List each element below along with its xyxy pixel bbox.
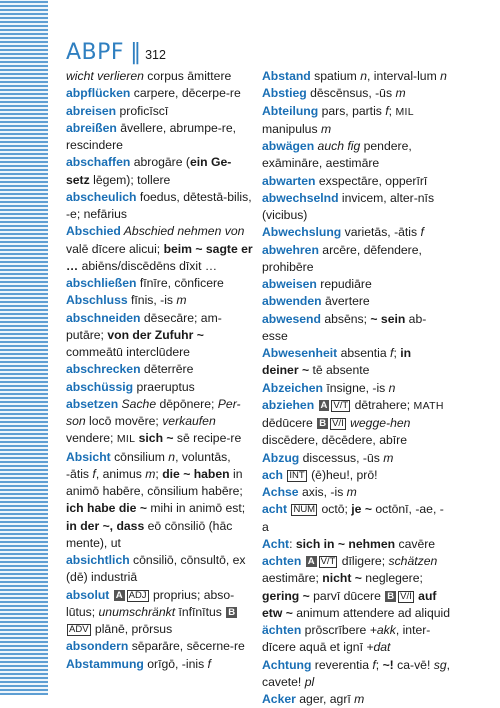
- headword: Abwechslung: [262, 225, 342, 240]
- entry-absolut: absolut A ADJ proprius; abso-lūtus; unumschränkt īnfīnītus BADV plānē, prōrsus: [66, 587, 236, 636]
- entry-abpfluecken: abpflücken carpere, dēcerpe-re: [66, 86, 241, 101]
- entry-abschneiden: abschneiden dēsecāre; am-putāre; von der Zufuhr ~ commeātū interclūdere: [66, 310, 222, 359]
- headword: abwechselnd: [262, 190, 339, 205]
- entry-ach: ach INT (ē)heu!, prō!: [262, 467, 378, 482]
- entry-aechten: ächten prōscrībere +akk, inter-dīcere aquā et ignī +dat: [262, 623, 431, 655]
- pos-tag: V/I: [332, 418, 344, 429]
- headword: Abteilung: [262, 103, 319, 118]
- headword: Achtung: [262, 657, 312, 672]
- entry-achse: Achse axis, -is m: [262, 485, 357, 499]
- entry-absichtlich: absichtlich cōnsiliō, cōnsultō, ex (dē) industriā: [66, 553, 246, 585]
- entry-abwesenheit: Abwesenheit absentia f; in deiner ~ tē absente: [262, 346, 412, 378]
- headword: Acker: [262, 692, 296, 706]
- headword: absondern: [66, 639, 129, 654]
- entry-abschluss: Abschluss fīnis, -is m: [66, 293, 187, 308]
- headword: abweisen: [262, 277, 317, 291]
- left-column: [66, 68, 254, 673]
- sense-marker-a: A: [320, 399, 328, 411]
- entry-abzeichen: Abzeichen īnsigne, -is n: [262, 380, 396, 395]
- headword: absolut: [66, 587, 110, 602]
- entry-continuation: wicht verlieren corpus āmittere: [66, 69, 232, 83]
- pos-tag: INT: [289, 469, 305, 481]
- entry-abwaegen: abwägen auch fig pendere, exāmināre, aestimāre: [262, 139, 412, 171]
- entry-abschied: Abschied Abschied nehmen von valē dīcere alicui; beim ~ sagte er … abiēns/discēdēns dīxit …: [66, 224, 253, 273]
- headword: abziehen: [262, 397, 315, 412]
- headword: Abzeichen: [262, 380, 323, 395]
- headword: ächten: [262, 623, 302, 637]
- entry-absicht: Absicht cōnsilium n, voluntās, -ātis f, animus m; die ~ haben in animō habēre, cōnsilium habēre; ich habe die ~ mihi in animō est; in der ~, dass eō cōnsiliō (hāc mente), ut: [66, 449, 246, 550]
- headword: abscheulich: [66, 189, 137, 204]
- headword: Absicht: [66, 449, 111, 464]
- headword: Achse: [262, 485, 299, 499]
- sense-marker-b: B: [387, 590, 395, 602]
- headword: absetzen: [66, 396, 119, 411]
- entry-abwechslung: Abwechslung varietās, -ātis f: [262, 225, 424, 240]
- headword: abwenden: [262, 294, 322, 309]
- entry-abschliessen: abschließen fīnīre, cōnficere: [66, 276, 224, 290]
- entry-acker: Acker ager, agrī m: [262, 692, 365, 706]
- entry-abzug: Abzug discessus, -ūs m: [262, 450, 394, 465]
- entry-acht-noun: Acht: sich in ~ nehmen cavēre: [262, 536, 436, 551]
- page-number: 312: [145, 48, 166, 62]
- headword: Abstieg: [262, 86, 307, 101]
- entry-abwenden: abwenden āvertere: [262, 294, 370, 309]
- right-column: [262, 68, 450, 708]
- pos-tag: NUM: [293, 504, 316, 516]
- entry-abstand: Abstand spatium n, interval-lum n: [262, 69, 447, 83]
- entry-absetzen: absetzen Sache dēpōnere; Per-son locō movēre; verkaufen vendere; MIL sich ~ sē recipe-re: [66, 396, 242, 446]
- headword: abwägen: [262, 139, 315, 153]
- sense-marker-b: B: [319, 418, 327, 429]
- entry-abziehen: abziehen A V/T dētrahere; MATH dēdūcere B V/I wegge-hen discēdere, dēcēdere, abīre: [262, 397, 444, 448]
- headword: absichtlich: [66, 553, 130, 567]
- pos-tag: V/I: [400, 590, 412, 602]
- entry-achten: achten A V/T dīligere; schätzen aestimāre; nicht ~ neglegere; gering ~ parvī dūcere B V/I auf etw ~ animum attendere ad aliquid: [262, 554, 451, 620]
- entry-abreissen: abreißen āvellere, abrumpe-re, rescindere: [66, 120, 237, 152]
- headword: abwesend: [262, 311, 321, 326]
- sense-marker-a: A: [115, 589, 123, 601]
- headword: abschrecken: [66, 362, 141, 377]
- pos-tag: ADJ: [128, 589, 147, 601]
- entry-abstieg: Abstieg dēscēnsus, -ūs m: [262, 86, 406, 101]
- pos-tag: ADV: [69, 624, 89, 635]
- headword: abreisen: [66, 103, 117, 118]
- header-separator: ‖: [130, 40, 139, 65]
- headword: achten: [262, 554, 302, 568]
- entry-abwarten: abwarten exspectāre, opperīrī: [262, 173, 428, 188]
- headword: Abstammung: [66, 656, 144, 671]
- headword: abreißen: [66, 120, 117, 135]
- pos-tag: V/T: [320, 556, 336, 567]
- headword: abschüssig: [66, 379, 134, 394]
- entry-abstammung: Abstammung orīgō, -inis f: [66, 656, 211, 671]
- side-stripe: [0, 0, 48, 695]
- headword: ach: [262, 467, 284, 482]
- headword: Abschluss: [66, 293, 128, 308]
- headword: Abzug: [262, 450, 300, 465]
- headword: abwehren: [262, 242, 319, 257]
- headword: Abstand: [262, 69, 311, 83]
- entry-absondern: absondern sēparāre, sēcerne-re: [66, 639, 245, 654]
- headword: abschaffen: [66, 155, 131, 170]
- sense-marker-b: B: [228, 606, 236, 618]
- entry-achtung: Achtung reverentia f; ~! ca-vē! sg, cavete! pl: [262, 657, 450, 689]
- entry-abreisen: abreisen proficīscī: [66, 103, 169, 118]
- entry-abscheulich: abscheulich foedus, dētestā-bilis, -e; nefārius: [66, 189, 252, 221]
- headword: abschließen: [66, 276, 137, 290]
- headword: abwarten: [262, 173, 316, 188]
- headword: Abschied: [66, 224, 121, 239]
- entry-abwehren: abwehren arcēre, dēfendere, prohibēre: [262, 242, 422, 274]
- entry-abschrecken: abschrecken dēterrēre: [66, 362, 194, 377]
- entry-acht: acht NUM octō; je ~ octōnī, -ae, -a: [262, 502, 444, 534]
- entry-abweisen: abweisen repudiāre: [262, 277, 372, 291]
- entry-abwesend: abwesend absēns; ~ sein ab-esse: [262, 311, 427, 343]
- entry-abteilung: Abteilung pars, partis f; MIL manipulus m: [262, 103, 414, 136]
- headword: Acht: [262, 536, 290, 551]
- headword: abschneiden: [66, 310, 141, 325]
- headword: acht: [262, 502, 288, 517]
- headword: Abwesenheit: [262, 346, 338, 360]
- entry-abwechselnd: abwechselnd invicem, alter-nīs (vicibus): [262, 190, 435, 222]
- entry-abschuessig: abschüssig praeruptus: [66, 379, 195, 394]
- header-letters: ABPF: [66, 40, 125, 65]
- entry-abschaffen: abschaffen abrogāre (ein Ge-setz lēgem); tollere: [66, 155, 232, 187]
- headword: abpflücken: [66, 86, 131, 101]
- sense-marker-a: A: [307, 556, 315, 567]
- pos-tag: V/T: [333, 399, 349, 411]
